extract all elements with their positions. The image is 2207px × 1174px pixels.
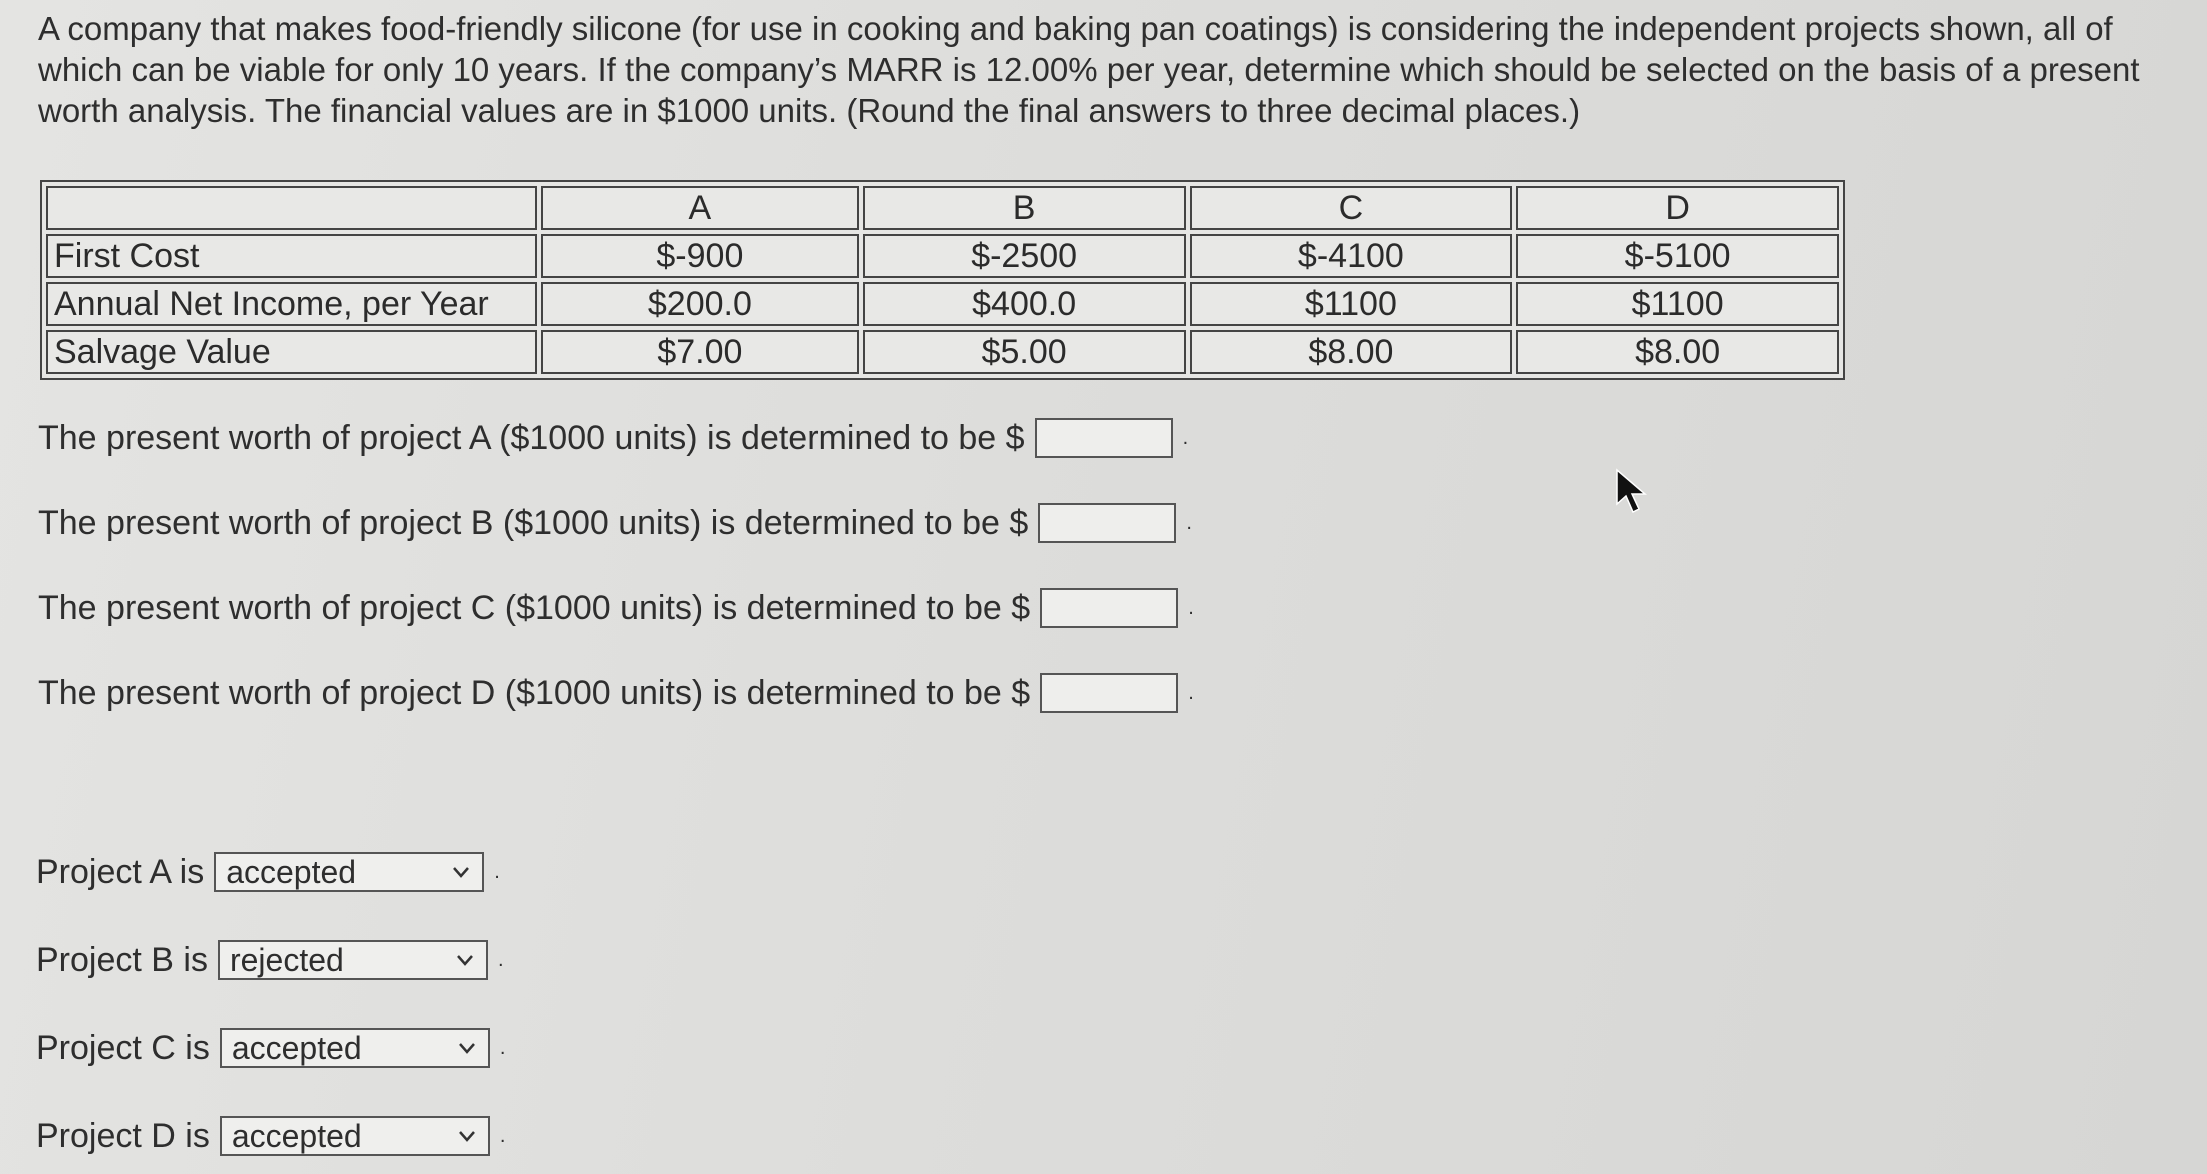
projects-table bbox=[40, 180, 1845, 380]
decision-d-select[interactable] bbox=[220, 1116, 490, 1156]
pw-d-label: The present worth of project D ($1000 units) is determined to be $ bbox=[38, 673, 1031, 712]
period: . bbox=[499, 1124, 506, 1147]
pw-a-label: The present worth of project A ($1000 units) is determined to be $ bbox=[38, 418, 1025, 457]
table-cell: $-4100 bbox=[1190, 234, 1513, 278]
pw-b-input[interactable] bbox=[1038, 503, 1176, 543]
table-header-blank bbox=[46, 186, 537, 230]
pw-b-line bbox=[38, 503, 1192, 543]
mouse-pointer-icon bbox=[1615, 468, 1649, 514]
table-row bbox=[46, 330, 1839, 374]
table-header-b: B bbox=[863, 186, 1186, 230]
decision-c-value: accepted bbox=[231, 1029, 362, 1066]
row-label: Annual Net Income, per Year bbox=[46, 282, 537, 326]
chevron-down-icon bbox=[456, 1037, 478, 1059]
table-cell: $-2500 bbox=[863, 234, 1186, 278]
table-header-c: C bbox=[1190, 186, 1513, 230]
table-cell: $-900 bbox=[541, 234, 859, 278]
table-cell: $400.0 bbox=[863, 282, 1186, 326]
row-label: Salvage Value bbox=[46, 330, 537, 374]
decision-b-label: Project B is bbox=[36, 940, 208, 979]
decision-c-label: Project C is bbox=[36, 1028, 210, 1067]
chevron-down-icon bbox=[450, 861, 472, 883]
table-header-d: D bbox=[1516, 186, 1839, 230]
table-cell: $1100 bbox=[1190, 282, 1513, 326]
decision-c-select[interactable] bbox=[220, 1028, 490, 1068]
period: . bbox=[1182, 426, 1189, 449]
pw-a-input[interactable] bbox=[1035, 418, 1173, 458]
period: . bbox=[1186, 511, 1192, 534]
pw-d-line bbox=[38, 673, 1194, 713]
table-cell: $8.00 bbox=[1516, 330, 1839, 374]
table-row bbox=[46, 282, 1839, 326]
pw-d-input[interactable] bbox=[1040, 673, 1178, 713]
question-text: A company that makes food-friendly silicone (for use in cooking and baking pan coatings) is considering the independent projects shown, all of which can be viable for only 10 years. If the company’s MARR is 12.00% per year, determine which should be selected on the basis of a present worth analysis. The financial values are in $1000 units. (Round the final answers to three decimal places.) bbox=[38, 10, 2140, 129]
table-cell: $8.00 bbox=[1190, 330, 1513, 374]
period: . bbox=[499, 1036, 506, 1059]
table-header-a: A bbox=[541, 186, 859, 230]
pw-a-line bbox=[38, 418, 1188, 458]
decision-a-line bbox=[36, 852, 500, 892]
period: . bbox=[494, 860, 500, 883]
table-cell: $200.0 bbox=[541, 282, 859, 326]
period: . bbox=[497, 948, 504, 971]
table-header-row bbox=[46, 186, 1839, 230]
decision-d-line bbox=[36, 1116, 505, 1156]
decision-b-value: rejected bbox=[229, 941, 344, 978]
row-label: First Cost bbox=[46, 234, 537, 278]
table-cell: $7.00 bbox=[541, 330, 859, 374]
pw-b-label: The present worth of project B ($1000 units) is determined to be $ bbox=[38, 503, 1029, 542]
table-cell: $-5100 bbox=[1516, 234, 1839, 278]
decision-d-label: Project D is bbox=[36, 1116, 210, 1155]
table-row bbox=[46, 234, 1839, 278]
decision-a-select[interactable] bbox=[214, 852, 484, 892]
decision-b-select[interactable] bbox=[218, 940, 488, 980]
decision-d-value: accepted bbox=[231, 1117, 362, 1154]
pw-c-label: The present worth of project C ($1000 units) is determined to be $ bbox=[38, 588, 1031, 627]
period: . bbox=[1188, 596, 1194, 619]
table-cell: $1100 bbox=[1516, 282, 1839, 326]
decision-a-value: accepted bbox=[226, 853, 357, 890]
pw-c-line bbox=[38, 588, 1194, 628]
table-cell: $5.00 bbox=[863, 330, 1186, 374]
decision-a-label: Project A is bbox=[36, 852, 205, 891]
decision-c-line bbox=[36, 1028, 505, 1068]
decision-b-line bbox=[36, 940, 504, 980]
chevron-down-icon bbox=[456, 1125, 478, 1147]
period: . bbox=[1188, 681, 1194, 704]
chevron-down-icon bbox=[454, 949, 476, 971]
pw-c-input[interactable] bbox=[1040, 588, 1178, 628]
